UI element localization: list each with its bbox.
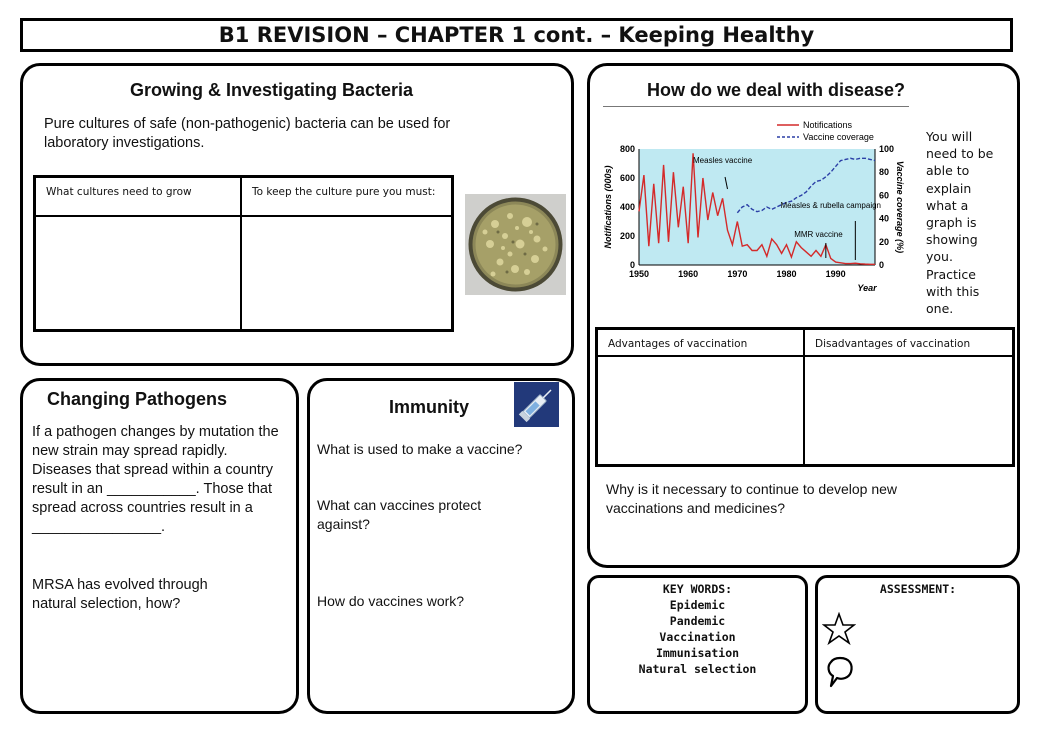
speech-bubble-icon [824, 655, 856, 691]
keywords-title: KEY WORDS: [662, 582, 733, 596]
keyword-immunisation: Immunisation [655, 646, 740, 660]
disease-title-rule [603, 106, 909, 107]
vaccine-protect-question: What can vaccines protect against? [317, 497, 482, 532]
keyword-pandemic: Pandemic [669, 614, 726, 628]
new-vaccines-question: Why is it necessary to continue to develop new vaccinations and medicines? [606, 481, 898, 516]
y-tick-label: 800 [619, 144, 635, 154]
culture-table-header-grow: What cultures need to grow [46, 186, 192, 198]
x-tick-label: 1990 [825, 269, 846, 279]
y-axis-label: Notifications (000s) [603, 165, 613, 249]
immunity-panel [307, 378, 575, 714]
y2-tick-label: 80 [879, 167, 890, 178]
vaccination-table [595, 327, 1015, 467]
keyword-natural-selection: Natural selection [638, 662, 757, 676]
mrsa-question: MRSA has evolved through natural selection, how? [32, 577, 208, 612]
measles-chart [597, 113, 922, 303]
vaccination-table-divider [803, 330, 805, 464]
keyword-epidemic: Epidemic [669, 598, 726, 612]
y-tick-label: 200 [619, 231, 635, 241]
annotation-mmr-vaccine: MMR vaccine [794, 230, 843, 239]
y-tick-label: 400 [619, 202, 635, 212]
culture-table [33, 175, 454, 332]
y2-axis-label: Vaccine coverage (%) [895, 160, 905, 254]
annotation-rubella-campaign: Measles & rubella campaign [780, 201, 881, 210]
culture-table-header-pure: To keep the culture pure you must: [252, 186, 436, 198]
x-axis-label: Year [857, 283, 877, 293]
vaccination-table-header-disadvantages: Disadvantages of vaccination [815, 338, 971, 350]
assessment-title: ASSESSMENT: [879, 582, 957, 596]
star-icon [822, 612, 856, 646]
x-tick-label: 1960 [678, 269, 699, 279]
bacteria-title: Growing & Investigating Bacteria [130, 80, 414, 100]
keyword-vaccination: Vaccination [659, 630, 736, 644]
petri-dish-image [465, 194, 566, 295]
y2-tick-label: 40 [879, 213, 890, 224]
x-tick-label: 1950 [628, 269, 650, 279]
legend-vaccine: Vaccine coverage [803, 132, 874, 142]
legend-notifications: Notifications [803, 120, 853, 130]
disease-title: How do we deal with disease? [647, 80, 906, 100]
y2-tick-label: 100 [879, 144, 895, 154]
x-tick-label: 1980 [776, 269, 797, 279]
y-tick-label: 0 [629, 260, 635, 270]
page-title: B1 REVISION – CHAPTER 1 cont. – Keeping Healthy [20, 18, 1013, 52]
graph-note: You will need to be able to explain what a graph is showing you. Practice with this one. [926, 129, 994, 317]
y2-tick-label: 0 [879, 260, 885, 270]
y2-tick-label: 20 [879, 236, 890, 247]
y2-tick-label: 60 [879, 190, 890, 201]
y-tick-label: 600 [619, 173, 635, 183]
pathogens-body: If a pathogen changes by mutation the new strain may spread rapidly. Diseases that spread within a country result in an ___________. Those that spread across countries result in a ________________. [32, 424, 279, 535]
immunity-title: Immunity [389, 397, 470, 417]
syringe-icon [514, 382, 559, 427]
culture-table-divider [240, 178, 242, 329]
bacteria-intro: Pure cultures of safe (non-pathogenic) bacteria can be used for laboratory investigations. [44, 116, 451, 151]
annotation-measles-vaccine: Measles vaccine [693, 156, 753, 165]
x-tick-label: 1970 [727, 269, 748, 279]
vaccine-work-question: How do vaccines work? [317, 593, 465, 609]
pathogens-title: Changing Pathogens [47, 389, 227, 409]
vaccination-table-header-advantages: Advantages of vaccination [608, 338, 748, 350]
vaccine-made-question: What is used to make a vaccine? [317, 441, 523, 457]
